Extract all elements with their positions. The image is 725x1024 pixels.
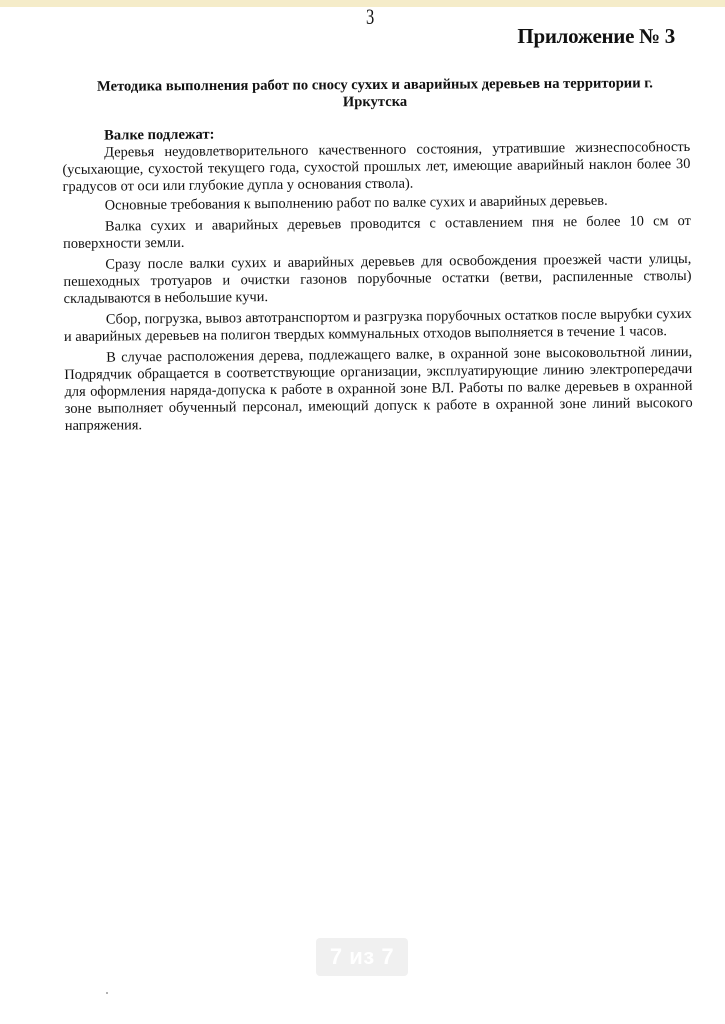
paragraph-debris-piles: Сразу после валки сухих и аварийных деревьев для освобождения проезжей части улицы, пешеходных тротуаров и очистки газонов порубочные остатки (ветви, распиленные стволы) складываются в небольшие кучи. (63, 250, 692, 307)
page-indicator: 7 из 7 (316, 938, 408, 976)
section-subheading: Валке подлежат: (103, 126, 215, 144)
paragraph-stump-height: Валка сухих и аварийных деревьев проводится с оставлением пня не более 10 см от поверхности земли. (63, 212, 691, 252)
appendix-label: Приложение № 3 (517, 24, 675, 48)
scan-speck (106, 992, 108, 994)
paragraph-debris-removal: Сбор, погрузка, вывоз автотранспортом и разгрузка порубочных остатков после вырубки сухих и аварийных деревьев на полигон твердых коммунальных отходов выполняется в течение 1 часов. (63, 305, 692, 345)
paragraph-requirements: Основные требования к выполнению работ по валке сухих и аварийных деревьев. (104, 192, 608, 214)
paragraph-power-line-zone: В случае расположения дерева, подлежащего валке, в охранной зоне высоковольтной линии, Подрядчик обращается в соответствующие организации, эксплуатирующие линию электропередачи для оформления наряда-допуска к работе в охранной зоне ВЛ. Работы по валке деревьев в охранной зоне выполняет обученный персонал, имеющий допуск к работе в охранной зоне линий высокого напряжения. (64, 343, 693, 434)
paragraph-trees-subject: Деревья неудовлетворительного качественного состояния, утратившие жизнеспособность (усыхающие, сухостой текущего года, сухостой прошлых лет, имеющие аварийный наклон более 30 градусов от оси или глубокие дупла у основания ствола). (62, 138, 691, 195)
document-body (62, 122, 693, 439)
document-title: Методика выполнения работ по сносу сухих и аварийных деревьев на территории г. Иркутска (96, 75, 653, 111)
page-number: 3 (366, 4, 375, 29)
